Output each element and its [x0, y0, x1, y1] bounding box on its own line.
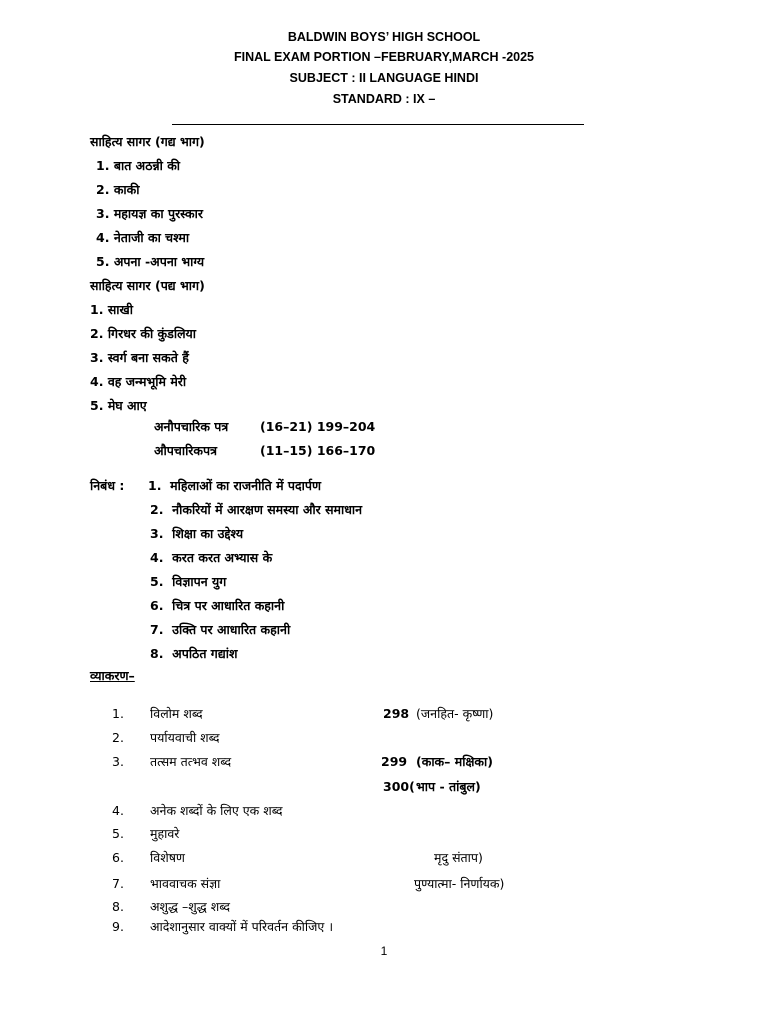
vyakaran-num-1: 1. [112, 706, 124, 721]
padya-item-2: 2. गिरधर की कुंडलिया [90, 326, 197, 341]
vyakaran-num-8: 8. [112, 899, 124, 914]
vyakaran-item-7: भाववाचक संज्ञा [150, 876, 221, 891]
vyakaran-note-6: मृदु संताप) [434, 850, 483, 865]
padya-item-1: 1. साखी [90, 302, 133, 317]
vyakaran-note-3: (काक– मक्षिका) [416, 754, 493, 769]
vyakaran-ref-3b: 300( [383, 779, 415, 794]
vyakaran-ref-1: 298 [383, 706, 410, 721]
gadya-item-2: 2. काकी [96, 182, 140, 197]
patra-label-1: अनौपचारिक पत्र [154, 419, 229, 434]
nibandh-item-8: 8. अपठित गद्यांश [150, 646, 238, 661]
vyakaran-item-8: अशुद्ध –शुद्ध शब्द [150, 899, 231, 914]
vyakaran-num-3: 3. [112, 754, 124, 769]
exam-title: FINAL EXAM PORTION –FEBRUARY,MARCH -2025 [233, 50, 535, 64]
patra-pages-1: (16–21) 199–204 [260, 419, 376, 434]
vyakaran-item-5: मुहावरे [150, 826, 180, 841]
standard-line: STANDARD : IX – [332, 92, 436, 106]
vyakaran-num-9: 9. [112, 919, 124, 934]
padya-item-3: 3. स्वर्ग बना सकते हैं [90, 350, 189, 365]
nibandh-item-6: 6. चित्र पर आधारित कहानी [150, 598, 285, 613]
vyakaran-num-6: 6. [112, 850, 124, 865]
nibandh-item-3: 3. शिक्षा का उद्देश्य [150, 526, 244, 541]
vyakaran-num-4: 4. [112, 803, 124, 818]
patra-label-2: औपचारिकपत्र [154, 443, 218, 458]
vyakaran-num-7: 7. [112, 876, 124, 891]
vyakaran-note-1: (जनहित- कृष्णा) [416, 706, 494, 721]
vyakaran-item-6: विशेषण [150, 850, 185, 865]
page-number: 1 [380, 944, 388, 958]
nibandh-item-5: 5. विज्ञापन युग [150, 574, 227, 589]
vyakaran-num-5: 5. [112, 826, 124, 841]
gadya-item-1: 1. बात अठन्नी की [96, 158, 181, 173]
patra-pages-2: (11–15) 166–170 [260, 443, 376, 458]
vyakaran-item-3: तत्सम तत्भव शब्द [150, 754, 232, 769]
nibandh-item-1: 1. महिलाओं का राजनीति में पदार्पण [148, 478, 322, 493]
nibandh-item-2: 2. नौकरियों में आरक्षण समस्या और समाधान [150, 502, 363, 517]
school-name: BALDWIN BOYS’ HIGH SCHOOL [287, 30, 481, 44]
vyakaran-item-4: अनेक शब्दों के लिए एक शब्द [150, 803, 283, 818]
vyakaran-note-7: पुण्यात्मा- निर्णायक) [414, 876, 505, 891]
vyakaran-ref-3: 299 [381, 754, 408, 769]
nibandh-item-4: 4. करत करत अभ्यास के [150, 550, 273, 565]
padya-item-4: 4. वह जन्मभूमि मेरी [90, 374, 187, 389]
header-divider [172, 124, 584, 125]
vyakaran-title: व्याकरण– [90, 668, 135, 683]
nibandh-label: निबंध : [90, 478, 125, 493]
vyakaran-item-9: आदेशानुसार वाक्यों में परिवर्तन कीजिए । [150, 919, 334, 934]
vyakaran-item-2: पर्यायवाची शब्द [150, 730, 220, 745]
padya-title: साहित्य सागर (पद्य भाग) [90, 278, 205, 293]
subject-line: SUBJECT : II LANGUAGE HINDI [289, 71, 479, 85]
gadya-item-3: 3. महायज्ञ का पुरस्कार [96, 206, 203, 221]
gadya-item-4: 4. नेताजी का चश्मा [96, 230, 190, 245]
gadya-item-5: 5. अपना -अपना भाग्य [96, 254, 205, 269]
vyakaran-note-3b: भाप - तांबुल) [416, 779, 481, 794]
gadya-title: साहित्य सागर (गद्य भाग) [90, 134, 205, 149]
vyakaran-num-2: 2. [112, 730, 124, 745]
nibandh-item-7: 7. उक्ति पर आधारित कहानी [150, 622, 291, 637]
vyakaran-item-1: विलोम शब्द [150, 706, 203, 721]
padya-item-5: 5. मेघ आए [90, 398, 147, 413]
